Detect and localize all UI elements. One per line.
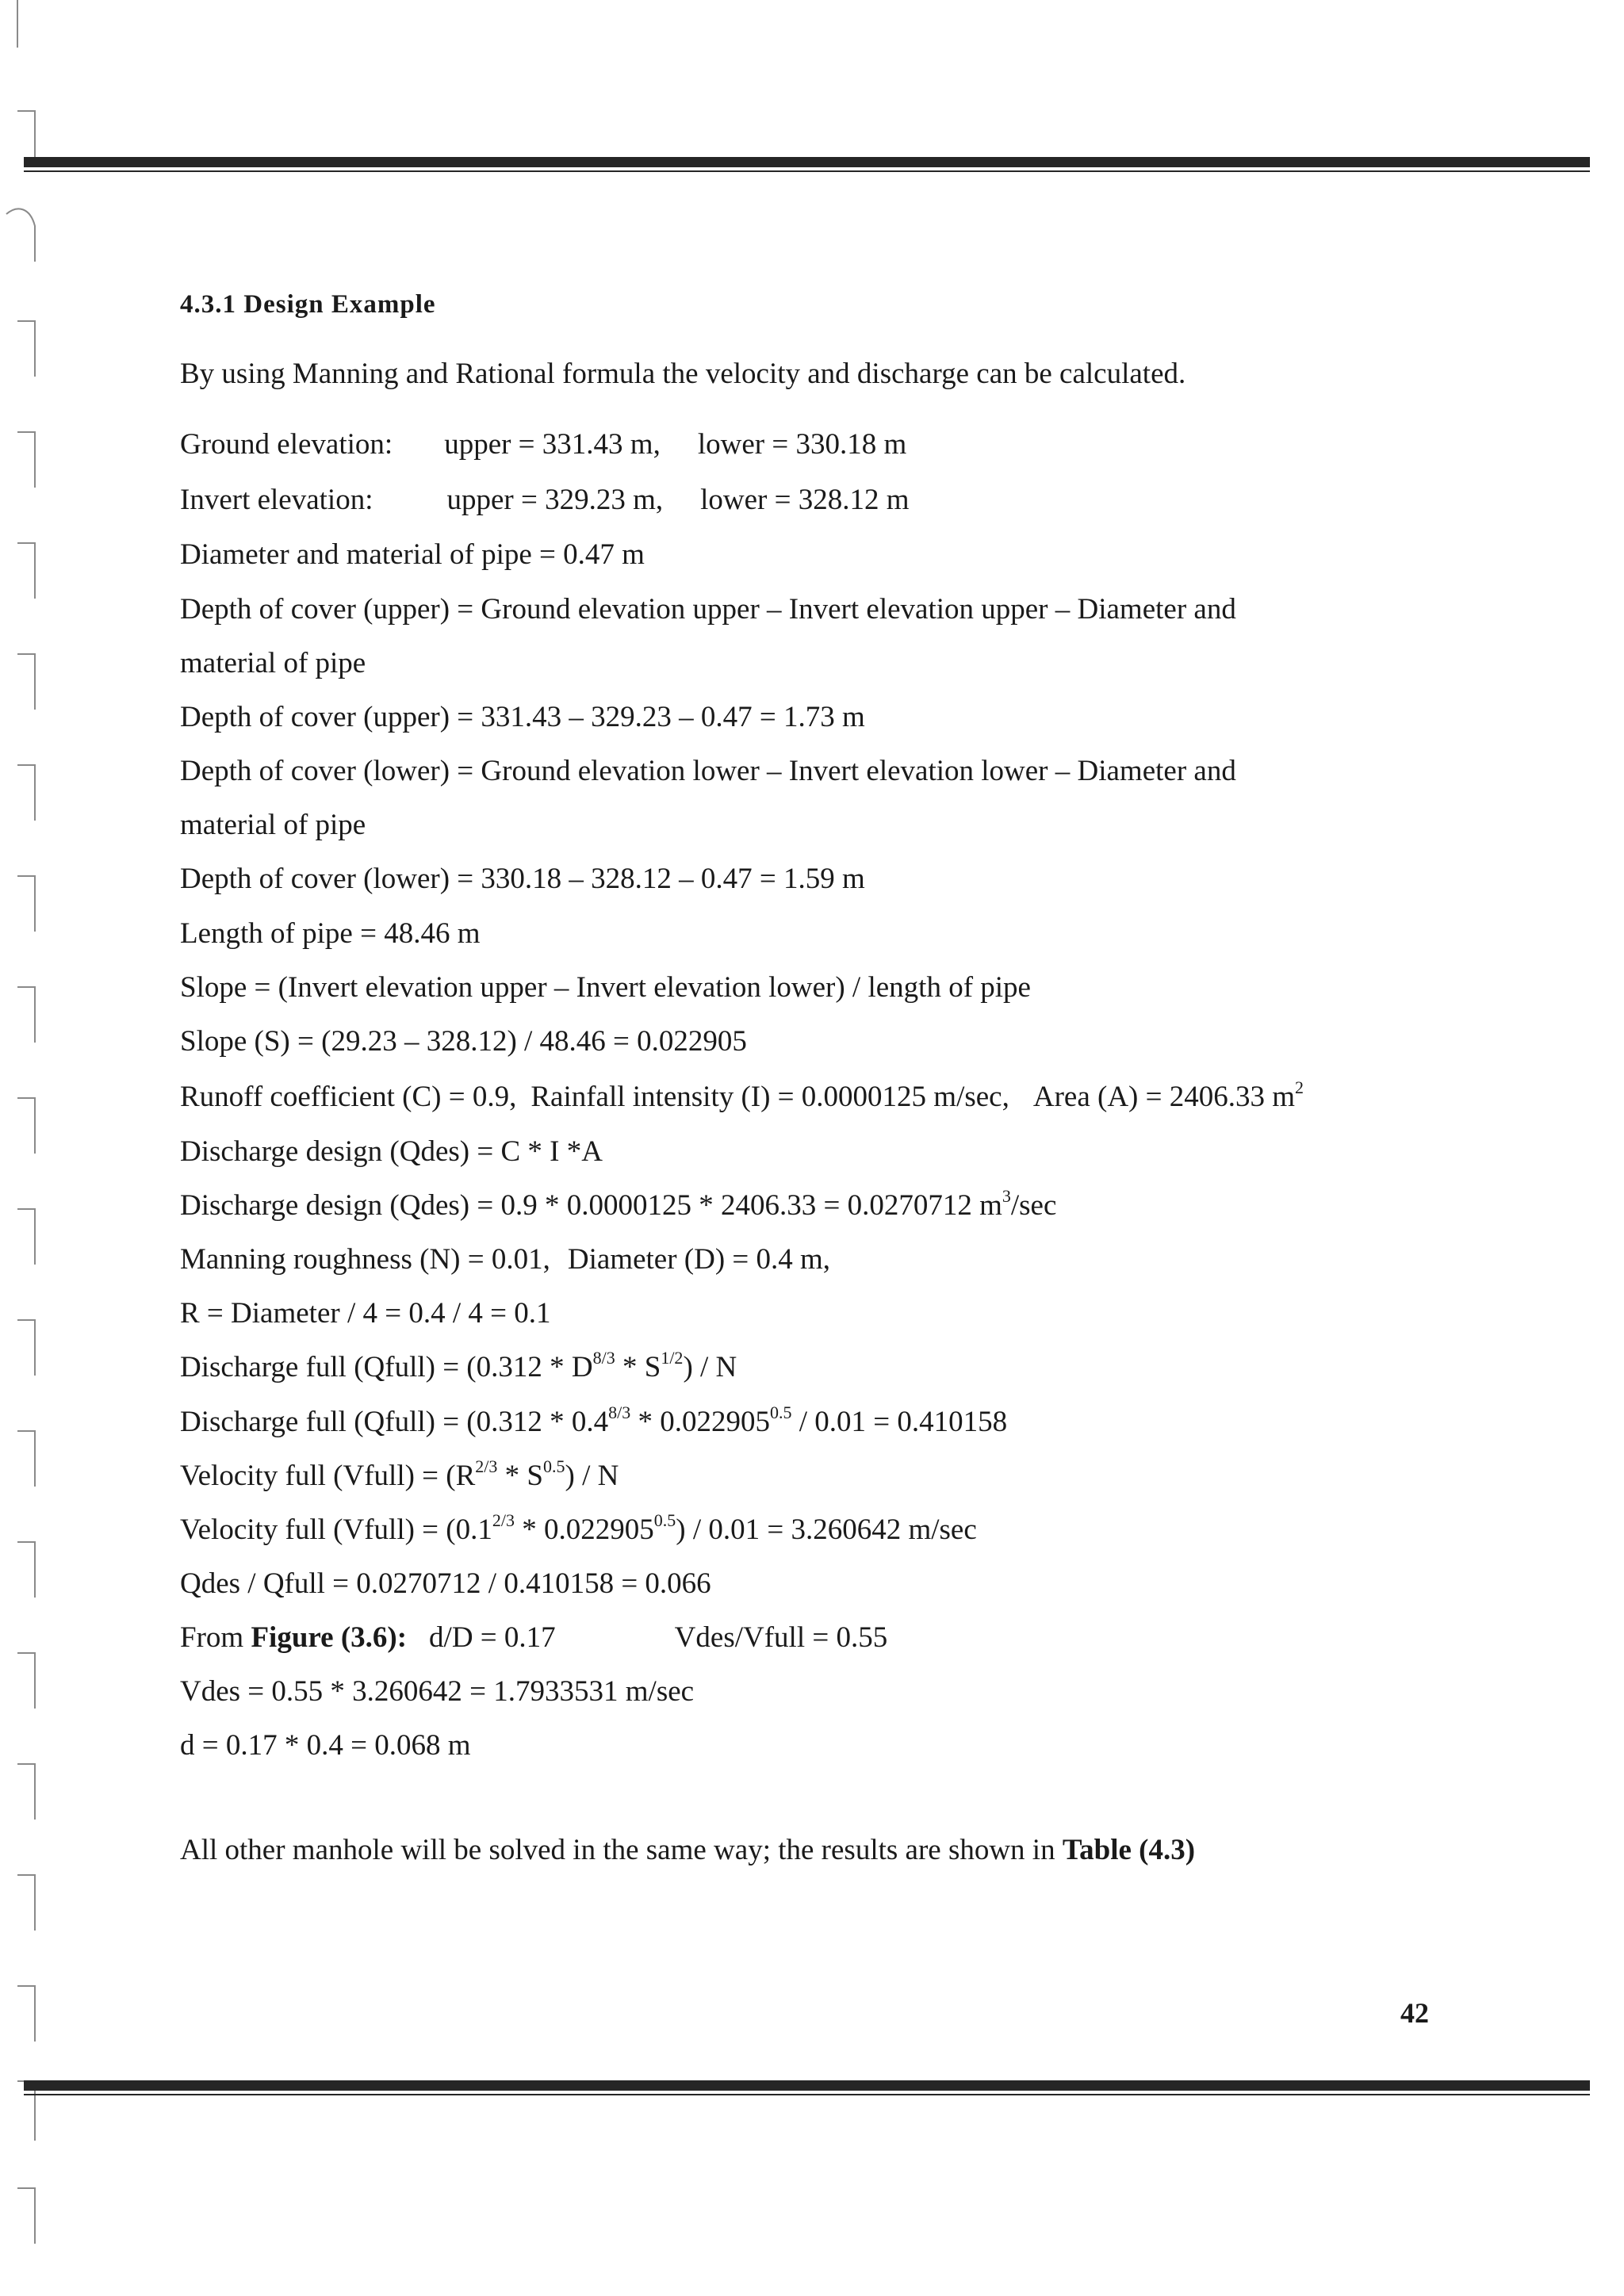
qfull-calc-exponent: 0.5 (770, 1402, 792, 1422)
depth-lower-calculation: Depth of cover (lower) = 330.18 – 328.12 – 0.47 = 1.59 m (180, 863, 865, 895)
vfull-calculation-line (180, 1510, 977, 1546)
rainfall-intensity: Rainfall intensity (I) = 0.0000125 m/sec, (530, 1081, 1009, 1113)
velocity-ratio-value: Vdes/Vfull = 0.55 (674, 1621, 888, 1654)
vfull-calc-exponent: 2/3 (492, 1510, 515, 1530)
binder-marks (0, 0, 71, 2296)
qfull-formula-exponent: 1/2 (661, 1348, 684, 1368)
qdes-formula-line: Discharge design (Qdes) = C * I *A (180, 1135, 603, 1168)
ground-elevation-line (180, 430, 906, 459)
header-rule (24, 157, 1590, 172)
ground-elevation-lower: lower = 330.18 m (697, 428, 907, 461)
depth-calculation-line: d = 0.17 * 0.4 = 0.068 m (180, 1729, 471, 1762)
diameter-d: Diameter (D) = 0.4 m, (567, 1243, 831, 1276)
qdes-calculation-line (180, 1186, 1057, 1222)
flow-ratio-line: Qdes / Qfull = 0.0270712 / 0.410158 = 0.066 (180, 1567, 711, 1600)
depth-ratio-value: d/D = 0.17 (429, 1621, 556, 1654)
from-prefix: From (180, 1621, 251, 1654)
qfull-calc-exponent: 8/3 (608, 1402, 631, 1422)
qfull-formula-line (180, 1348, 737, 1383)
depth-lower-formula-line: Depth of cover (lower) = Ground elevation lower – Invert elevation lower – Diameter and (180, 755, 1236, 787)
qdes-unit-exponent: 3 (1002, 1186, 1011, 1206)
depth-upper-formula-continuation: material of pipe (180, 647, 366, 679)
qfull-calculation-line (180, 1402, 1008, 1438)
closing-text: All other manhole will be solved in the same way; the results are shown in (180, 1834, 1063, 1866)
qdes-calculation-text: Discharge design (Qdes) = 0.9 * 0.0000125 * 2406.33 = 0.0270712 m (180, 1189, 1002, 1222)
vfull-calc-part: Velocity full (Vfull) = (0.1 (180, 1513, 492, 1546)
vfull-formula-exponent: 0.5 (543, 1456, 565, 1476)
runoff-rainfall-area-line (180, 1077, 1304, 1113)
figure-reference: Figure (3.6): (251, 1621, 408, 1654)
invert-elevation-line (180, 485, 910, 515)
vfull-formula-part: Velocity full (Vfull) = (R (180, 1460, 476, 1492)
table-reference: Table (4.3) (1062, 1834, 1196, 1866)
qfull-formula-part: ) / N (683, 1351, 737, 1383)
vfull-formula-part: * S (497, 1460, 543, 1492)
slope-calculation-line: Slope (S) = (29.23 – 328.12) / 48.46 = 0.022905 (180, 1025, 747, 1058)
hydraulic-radius-line: R = Diameter / 4 = 0.4 / 4 = 0.1 (180, 1297, 551, 1330)
footer-rule (24, 2080, 1590, 2095)
vfull-formula-exponent: 2/3 (475, 1456, 498, 1476)
depth-lower-formula-continuation: material of pipe (180, 809, 366, 841)
ground-elevation-upper: upper = 331.43 m, (444, 428, 661, 461)
invert-elevation-lower: lower = 328.12 m (700, 484, 910, 516)
qfull-formula-part: Discharge full (Qfull) = (0.312 * D (180, 1351, 593, 1383)
qfull-calc-part: / 0.01 = 0.410158 (791, 1406, 1008, 1438)
page-number: 42 (1400, 1997, 1429, 2029)
qdes-unit-suffix: /sec (1010, 1189, 1057, 1222)
qfull-formula-part: * S (615, 1351, 661, 1383)
intro-paragraph: By using Manning and Rational formula the velocity and discharge can be calculated. (180, 358, 1186, 390)
qfull-calc-part: Discharge full (Qfull) = (0.312 * 0.4 (180, 1406, 609, 1438)
depth-upper-formula-line: Depth of cover (upper) = Ground elevation upper – Invert elevation upper – Diameter and (180, 593, 1236, 626)
closing-paragraph (180, 1835, 1195, 1865)
vfull-calc-exponent: 0.5 (653, 1510, 676, 1530)
runoff-coefficient: Runoff coefficient (C) = 0.9, (180, 1081, 517, 1113)
ground-elevation-label: Ground elevation: (180, 428, 393, 461)
qfull-formula-exponent: 8/3 (592, 1348, 615, 1368)
section-heading: 4.3.1 Design Example (180, 290, 436, 319)
depth-upper-calculation: Depth of cover (upper) = 331.43 – 329.23 – 0.47 = 1.73 m (180, 701, 865, 733)
slope-formula-line: Slope = (Invert elevation upper – Invert elevation lower) / length of pipe (180, 971, 1031, 1004)
area-value: Area (A) = 2406.33 m (1032, 1081, 1296, 1113)
vfull-formula-part: ) / N (565, 1460, 619, 1492)
length-of-pipe-line: Length of pipe = 48.46 m (180, 917, 481, 950)
qfull-calc-part: * 0.022905 (630, 1406, 771, 1438)
diameter-material-line: Diameter and material of pipe = 0.47 m (180, 538, 645, 571)
figure-reference-line (180, 1623, 887, 1652)
vdes-calculation-line: Vdes = 0.55 * 3.260642 = 1.7933531 m/sec (180, 1675, 695, 1708)
area-unit-exponent: 2 (1295, 1077, 1304, 1097)
vfull-calc-part: ) / 0.01 = 3.260642 m/sec (676, 1513, 977, 1546)
manning-diameter-line (180, 1245, 830, 1274)
vfull-formula-line (180, 1456, 619, 1492)
manning-roughness: Manning roughness (N) = 0.01, (180, 1243, 550, 1276)
invert-elevation-label: Invert elevation: (180, 484, 373, 516)
invert-elevation-upper: upper = 329.23 m, (446, 484, 664, 516)
vfull-calc-part: * 0.022905 (515, 1513, 654, 1546)
